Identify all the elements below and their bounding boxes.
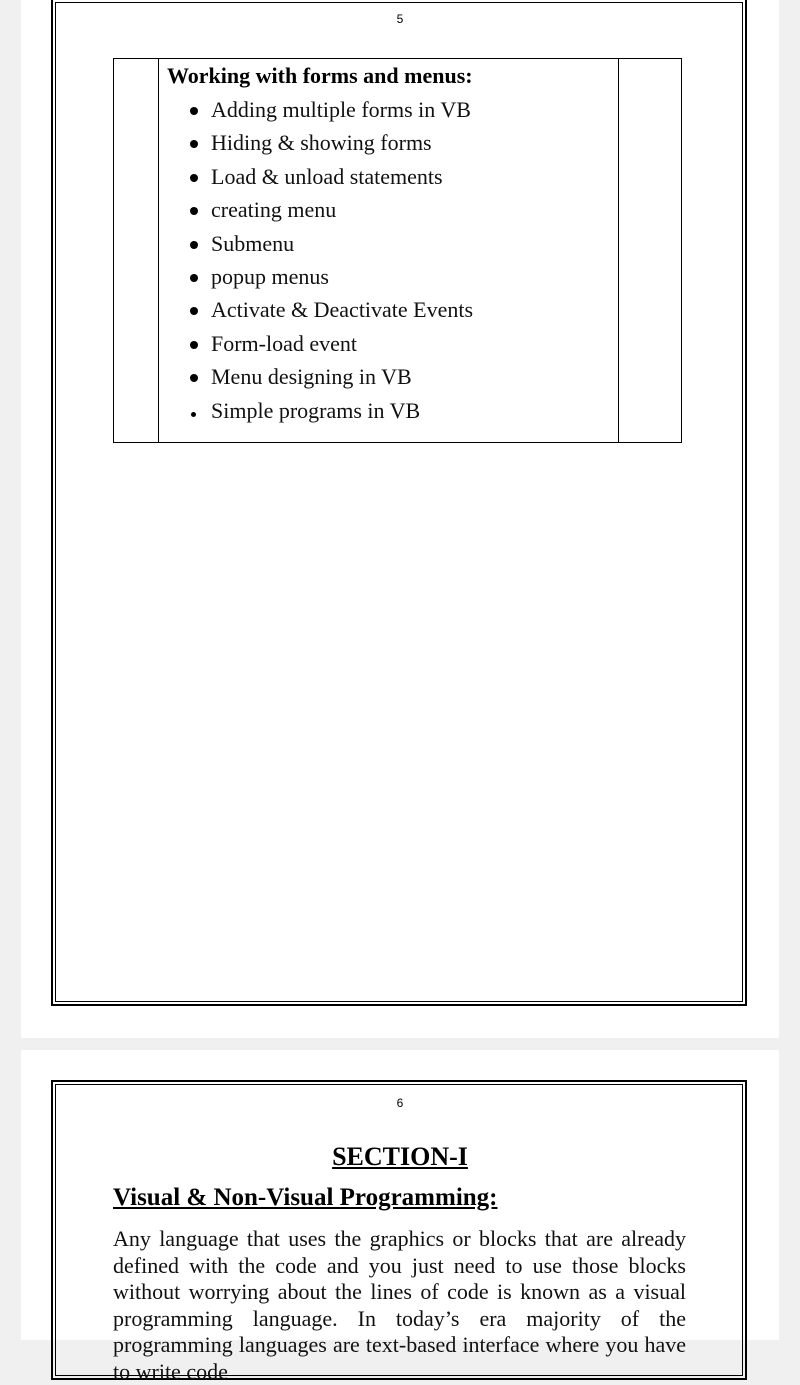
list-item: Load & unload statements: [159, 160, 618, 193]
body-paragraph: Any language that uses the graphics or blocks that are already defined with the code and you just need to use those blocks without worrying about the lines of code is known as a visual programming language. In today’s era majority of the programming languages are text-based interface where you have to write code: [113, 1226, 686, 1384]
page-number: 5: [396, 12, 404, 26]
unit-title: Working with forms and menus:: [167, 63, 473, 88]
sub-heading: Visual & Non-Visual Programming:: [113, 1184, 498, 1211]
list-item: Submenu: [159, 227, 618, 260]
list-item: Form-load event: [159, 327, 618, 360]
table-cell-left: [114, 59, 159, 443]
table-cell-content: [159, 59, 619, 443]
list-item: Simple programs in VB: [159, 394, 618, 427]
document-page-5: [21, 0, 779, 1038]
list-item: popup menus: [159, 260, 618, 293]
syllabus-table: [113, 58, 682, 443]
list-item: Activate & Deactivate Events: [159, 293, 618, 326]
list-item: Adding multiple forms in VB: [159, 93, 618, 126]
table-row: [114, 59, 682, 443]
topic-list: [159, 93, 618, 427]
section-heading: SECTION-I: [332, 1142, 468, 1171]
list-item: Menu designing in VB: [159, 360, 618, 393]
list-item: Hiding & showing forms: [159, 126, 618, 159]
document-page-6: [21, 1050, 779, 1384]
page-number: 6: [396, 1096, 404, 1110]
list-item: creating menu: [159, 193, 618, 226]
table-cell-right: [619, 59, 682, 443]
